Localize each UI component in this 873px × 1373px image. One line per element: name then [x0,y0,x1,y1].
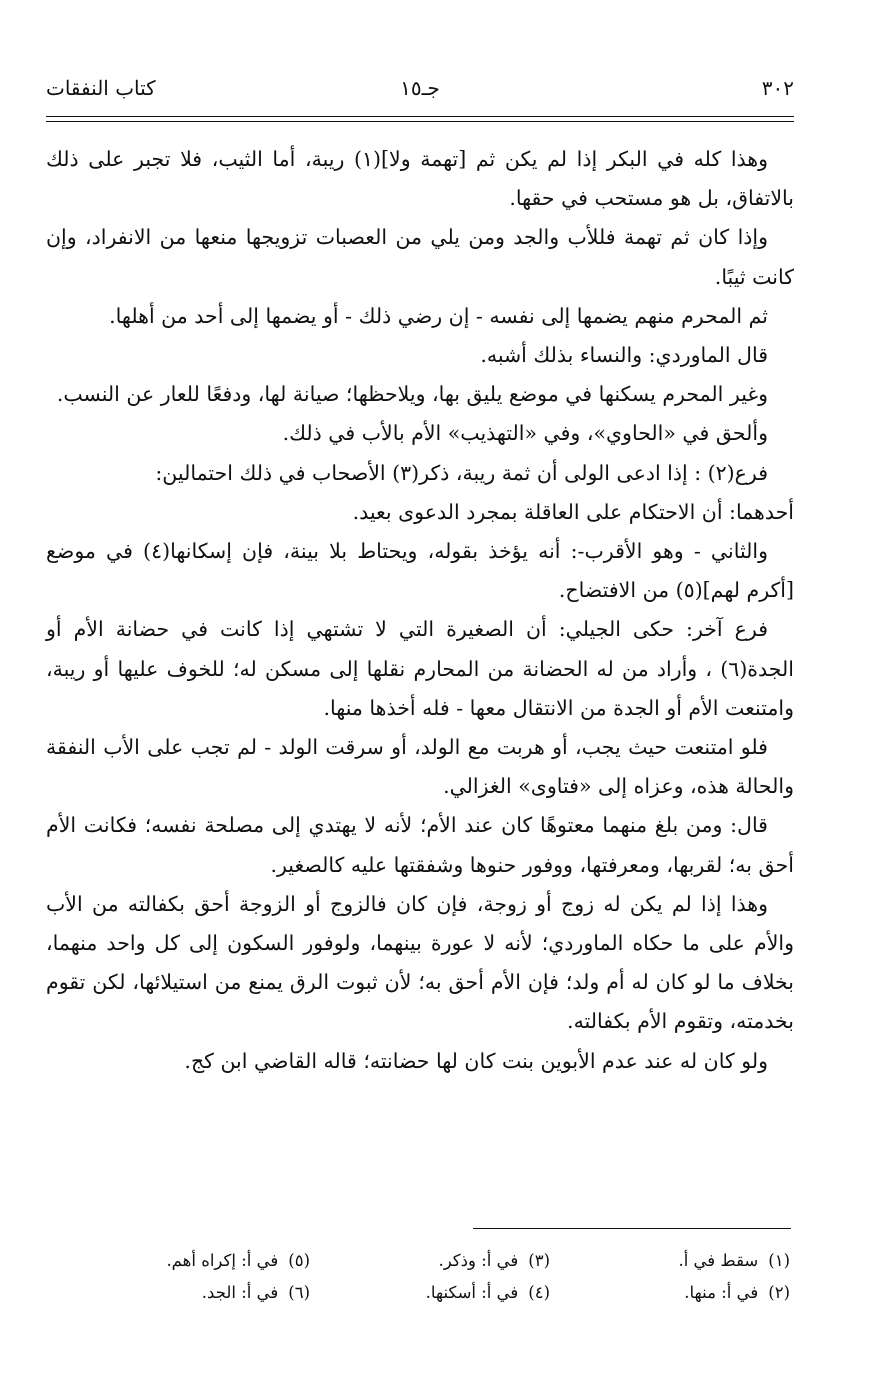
footnote-number: (١) [768,1251,790,1270]
header-rule-bottom [46,121,794,122]
footnote [70,1245,310,1277]
footnote-separator [473,1228,791,1229]
paragraph: أحدهما: أن الاحتكام على العاقلة بمجرد الدعوى بعيد. [352,499,794,524]
paragraph: وهذا كله في البكر إذا لم يكن ثم [تهمة ولا](١) ريبة، أما الثيب، فلا تجبر على ذلك بالاتفاق، بل هو مستحب في حقها. [46,147,794,211]
footnote-text: في أ: الجد. [201,1283,279,1302]
paragraph: وألحق في «الحاوي»، وفي «التهذيب» الأم بالأب في ذلك. [282,421,768,446]
paragraph: قال الماوردي: والنساء بذلك أشبه. [480,343,768,368]
footnote-text: في أ: وذكر. [438,1251,519,1270]
footnote-text: في أ: منها. [684,1283,759,1302]
footnote-text: سقط في أ. [678,1251,759,1270]
page-header [46,76,794,106]
footnote-row [70,1245,790,1277]
footnote-number: (٣) [528,1251,550,1270]
footnote [550,1245,790,1277]
paragraph: فرع آخر: حكى الجيلي: أن الصغيرة التي لا تشتهي إذا كانت في حضانة الأم أو الجدة(٦) ، وأراد من له الحضانة من المحارم نقلها إلى مسكن له؛ للخوف عليها أو ريبة، وامتنعت الأم أو الجدة من الانتقال معها - فله أخذها منها. [46,617,794,720]
footnote-number: (٢) [768,1283,790,1302]
paragraph: قال: ومن بلغ منهما معتوهًا كان عند الأم؛ لأنه لا يهتدي إلى مصلحة نفسه؛ فكانت الأم أحق به؛ لقربها، ومعرفتها، ووفور حنوها وشفقتها عليه كالصغير. [46,813,794,877]
volume-label: جـ١٥ [400,76,440,100]
footnote-number: (٤) [528,1283,550,1302]
paragraph: فلو امتنعت حيث يجب، أو هربت مع الولد، أو سرقت الولد - لم تجب على الأب النفقة والحالة هذه، وعزاه إلى «فتاوى» الغزالي. [46,735,794,799]
paragraph: وإذا كان ثم تهمة فللأب والجد ومن يلي من العصبات تزويجها منعها من الانفراد، وإن كانت ثيبًا. [46,225,794,289]
footnote [310,1245,550,1277]
paragraph: ولو كان له عند عدم الأبوين بنت كان لها حضانته؛ قاله القاضي ابن كج. [184,1048,768,1073]
footnote-number: (٥) [288,1251,310,1270]
book-title: كتاب النفقات [46,76,156,100]
main-text [46,140,794,1081]
footnote [550,1277,790,1309]
footnotes [70,1245,790,1309]
footnote [70,1277,310,1309]
header-rule-top [46,116,794,117]
paragraph: وهذا إذا لم يكن له زوج أو زوجة، فإن كان فالزوج أو الزوجة أحق بكفالته من الأب والأم على ما حكاه الماوردي؛ لأنه لا عورة بينهما، ولوفور السكون إلى كل واحد منهما، بخلاف ما لو كان له أم ولد؛ فإن الأم أحق به؛ لأن ثبوت الرق يمنع من استيلائها، لكن تقوم بخدمته، وتقوم الأم بكفالته. [46,891,794,1034]
footnote-row [70,1277,790,1309]
paragraph: والثاني - وهو الأقرب-: أنه يؤخذ بقوله، ويحتاط بلا بينة، فإن إسكانها(٤) في موضع [أكرم لهم](٥) من الافتضاح. [46,539,794,603]
page-number: ٣٠٢ [761,76,794,100]
footnote-text: في أ: إكراه أهم. [166,1251,279,1270]
footnote-text: في أ: أسكنها. [425,1283,519,1302]
footnote [310,1277,550,1309]
paragraph: وغير المحرم يسكنها في موضع يليق بها، ويلاحظها؛ صيانة لها، ودفعًا للعار عن النسب. [56,382,768,407]
paragraph: ثم المحرم منهم يضمها إلى نفسه - إن رضي ذلك - أو يضمها إلى أحد من أهلها. [109,303,768,328]
footnote-number: (٦) [288,1283,310,1302]
paragraph: فرع(٢) : إذا ادعى الولى أن ثمة ريبة، ذكر(٣) الأصحاب في ذلك احتمالين: [155,460,768,485]
